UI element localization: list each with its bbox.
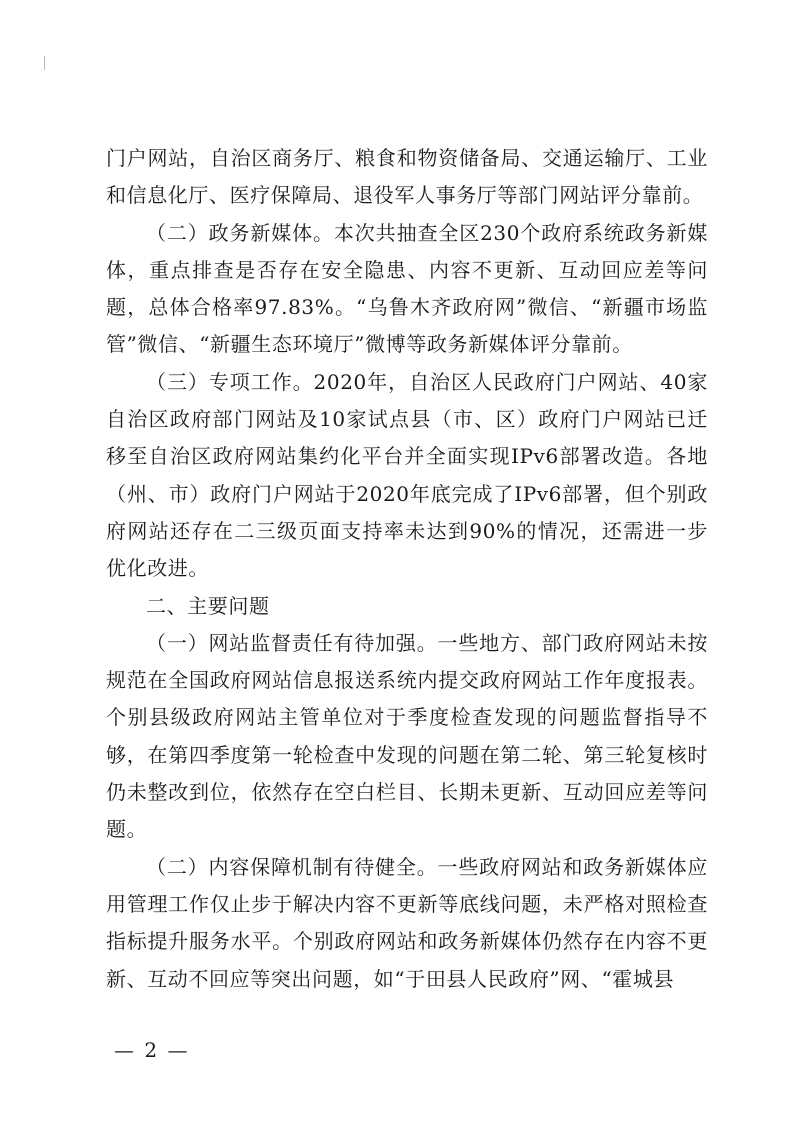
paragraph-content-guarantee: （二）内容保障机制有待健全。一些政府网站和政务新媒体应用管理工作仅止步于解决内容不更新等底线问题，未严格对照检查指标提升服务水平。个别政府网站和政务新媒体仍然存在内容不更新、互动不回应等突出问题，如“于田县人民政府”网、“霍城县: [106, 854, 708, 991]
section-heading-main-problems: 二、主要问题: [146, 593, 270, 618]
paragraph-continuation: 门户网站，自治区商务厅、粮食和物资储备局、交通运输厅、工业和信息化厅、医疗保障局、退役军人事务厅等部门网站评分靠前。: [106, 146, 708, 208]
document-body: [106, 140, 708, 998]
paragraph-special-work: （三）专项工作。2020年，自治区人民政府门户网站、40家自治区政府部门网站及10家试点县（市、区）政府门户网站已迁移至自治区政府网站集约化平台并全面实现IPv6部署改造。各地（州、市）政府门户网站于2020年底完成了IPv6部署，但个别政府网站还存在二三级页面支持率未达到90%的情况，还需进一步优化改进。: [106, 369, 708, 581]
page-number: — 2 —: [114, 1038, 190, 1062]
paragraph-new-media: （二）政务新媒体。本次共抽查全区230个政府系统政务新媒体，重点排查是否存在安全隐患、内容不更新、互动回应差等问题，总体合格率97.83%。“乌鲁木齐政府网”微信、“新疆市场监管”微信、“新疆生态环境厅”微博等政务新媒体评分靠前。: [106, 220, 708, 357]
page-edge-mark: [44, 56, 45, 70]
paragraph-supervision: （一）网站监督责任有待加强。一些地方、部门政府网站未按规范在全国政府网站信息报送系统内提交政府网站工作年度报表。个别县级政府网站主管单位对于季度检查发现的问题监督指导不够，在第四季度第一轮检查中发现的问题在第二轮、第三轮复核时仍未整改到位，依然存在空白栏目、长期未更新、互动回应差等问题。: [106, 630, 708, 842]
